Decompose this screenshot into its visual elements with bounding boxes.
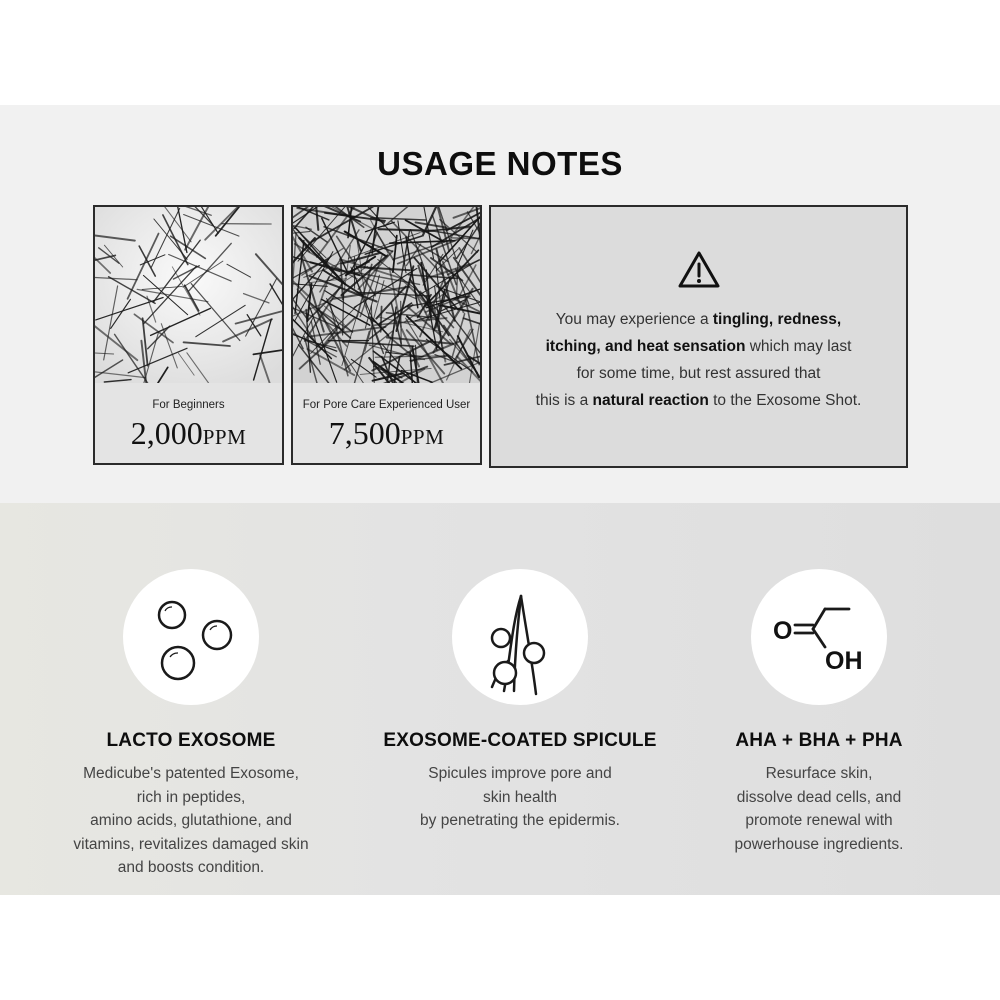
feature-description-line: rich in peptides, [136,788,246,806]
feature-icon-circle [751,569,887,705]
feature-description-line: Resurface skin, [765,765,873,782]
warning-triangle-icon [677,250,721,290]
feature-description-line: and boosts condition. [117,859,265,876]
feature-description-line: vitamins, revitalizes damaged skin [73,835,309,853]
warning-card [489,205,908,468]
feature-description [355,762,685,833]
sparse-spicule-image [95,207,282,383]
concentration-value: 7,500PPM [328,415,445,451]
bubbles-icon [123,569,259,705]
beginner-concentration-card [93,205,284,465]
feature-description [26,762,356,880]
chemical-structure-icon [751,569,887,705]
svg-text:OH: OH [825,647,863,675]
card-label: For Beginners [152,399,225,411]
concentration-value: 2,000PPM [130,415,247,451]
page-title: USAGE NOTES [377,145,623,182]
feature-icon-circle [452,569,588,705]
feature-title: EXOSOME-COATED SPICULE [383,730,657,751]
svg-text:O: O [773,617,793,645]
spicule-icon [452,569,588,705]
warning-line: for some time, but rest assured that [576,365,821,382]
warning-line: You may experience a tingling, redness, [555,311,842,328]
feature-title: LACTO EXOSOME [106,730,276,751]
dense-spicule-image [293,207,480,383]
warning-line: itching, and heat sensation which may last [545,338,852,355]
feature-description-line: powerhouse ingredients. [734,835,904,853]
feature-description-line: skin health [482,788,558,806]
feature-description-line: dissolve dead cells, and [736,788,902,806]
feature-description [654,762,984,856]
card-label: For Pore Care Experienced User [302,399,471,411]
experienced-concentration-card [291,205,482,465]
feature-description-line: Spicules improve pore and [428,765,612,782]
warning-message [501,306,896,414]
feature-description-line: by penetrating the epidermis. [420,812,620,829]
feature-description-line: promote renewal with [745,812,893,829]
feature-description-line: amino acids, glutathione, and [90,812,292,829]
feature-description-line: Medicube's patented Exosome, [83,765,299,782]
feature-title: AHA + BHA + PHA [735,730,903,751]
feature-icon-circle [123,569,259,705]
warning-line: this is a natural reaction to the Exosome Shot. [535,392,862,409]
